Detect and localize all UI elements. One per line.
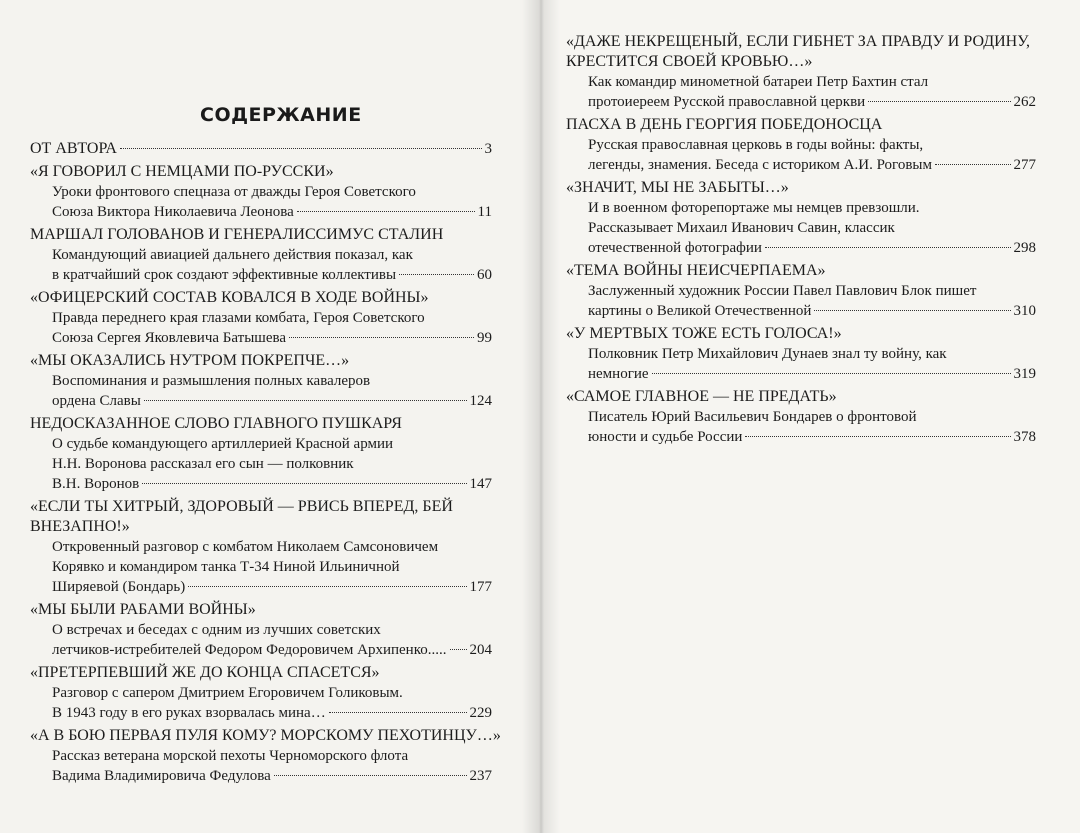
toc-entry-title: НЕДОСКАЗАННОЕ СЛОВО ГЛАВНОГО ПУШКАРЯ: [30, 415, 402, 432]
toc-entry-title: «ЕСЛИ ТЫ ХИТРЫЙ, ЗДОРОВЫЙ — РВИСЬ ВПЕРЕД, БЕЙ: [30, 498, 453, 515]
entry-description-text: легенды, знамения. Беседа с историком А.И. Роговым: [588, 157, 932, 173]
toc-entry-description: И в военном фоторепортаже мы немцев превзошли.: [588, 200, 920, 216]
toc-entry-description: [566, 301, 1036, 321]
dot-leader: [399, 274, 474, 275]
toc-entry-description: [30, 766, 492, 786]
book-gutter: [522, 0, 560, 833]
toc-entry-description: Заслуженный художник России Павел Павлович Блок пишет: [588, 283, 977, 299]
toc-entry-description: [30, 328, 492, 348]
toc-entry-description: [30, 640, 492, 660]
entry-title-text: ОТ АВТОРА: [30, 140, 117, 157]
entry-description-text: картины о Великой Отечественной: [588, 303, 812, 319]
toc-entry-description: [30, 391, 492, 411]
entry-description-text: в кратчайший срок создают эффективные коллективы: [52, 267, 397, 283]
page-number: 204: [469, 642, 492, 658]
toc-entry-title: «САМОЕ ГЛАВНОЕ — НЕ ПРЕДАТЬ»: [566, 388, 837, 405]
page-number: 277: [1013, 157, 1036, 173]
dot-leader: [142, 483, 466, 484]
toc-entry-description: Командующий авиацией дальнего действия показал, как: [52, 247, 413, 263]
dot-leader: [188, 586, 466, 587]
toc-entry-title: ПАСХА В ДЕНЬ ГЕОРГИЯ ПОБЕДОНОСЦА: [566, 116, 883, 133]
toc-entry-title: ВНЕЗАПНО!»: [30, 518, 130, 535]
dot-leader: [297, 211, 475, 212]
toc-entry: [566, 261, 1036, 321]
page-number: 99: [477, 330, 492, 346]
toc-entry-title: «МЫ БЫЛИ РАБАМИ ВОЙНЫ»: [30, 601, 256, 618]
toc-entry-description: Правда переднего края глазами комбата, Героя Советского: [52, 310, 425, 326]
dot-leader: [814, 310, 1010, 311]
toc-entry-description: [566, 238, 1036, 258]
toc-column-left: [30, 139, 501, 789]
toc-entry: [30, 663, 492, 723]
toc-entry-description: Разговор с сапером Дмитрием Егоровичем Голиковым.: [52, 685, 403, 701]
toc-entry: [30, 162, 492, 222]
toc-entry: [30, 139, 492, 159]
entry-description-text: В 1943 году в его руках взорвалась мина…: [52, 705, 326, 721]
entry-description-text: протоиереем Русской православной церкви: [588, 94, 866, 110]
toc-column-right: [566, 32, 1036, 450]
dot-leader: [144, 400, 467, 401]
toc-entry-title: «ДАЖЕ НЕКРЕЩЕНЫЙ, ЕСЛИ ГИБНЕТ ЗА ПРАВДУ И РОДИНУ,: [566, 33, 1030, 50]
toc-entry: [30, 288, 492, 348]
toc-entry-description: Писатель Юрий Васильевич Бондарев о фронтовой: [588, 409, 917, 425]
entry-description-text: Союза Виктора Николаевича Леонова: [52, 204, 294, 220]
entry-description-text: Вадима Владимировича Федулова: [52, 768, 271, 784]
toc-entry-description: [566, 155, 1036, 175]
page-number: 237: [469, 768, 492, 784]
entry-description-text: юности и судьбе России: [588, 429, 743, 445]
toc-entry: [30, 600, 492, 660]
toc-entry: [30, 497, 492, 597]
toc-entry-description: О судьбе командующего артиллерией Красной армии: [52, 436, 394, 452]
dot-leader: [120, 148, 482, 149]
page-number: 310: [1013, 303, 1036, 319]
toc-entry-title: КРЕСТИТСЯ СВОЕЙ КРОВЬЮ…»: [566, 53, 813, 70]
toc-entry-description: [30, 474, 492, 494]
toc-entry-description: Рассказывает Михаил Иванович Савин, классик: [588, 220, 895, 236]
contents-heading: СОДЕРЖАНИЕ: [200, 104, 362, 126]
toc-entry-title: [30, 139, 492, 159]
toc-entry: [30, 225, 492, 285]
toc-entry-description: Уроки фронтового спецназа от дважды Героя Советского: [52, 184, 416, 200]
toc-entry: [30, 351, 492, 411]
toc-entry-description: [566, 92, 1036, 112]
entry-description-text: Ширяевой (Бондарь): [52, 579, 186, 595]
toc-entry: [30, 414, 492, 494]
entry-description-text: Союза Сергея Яковлевича Батышева: [52, 330, 287, 346]
toc-entry-description: Русская православная церковь в годы войны: факты,: [588, 137, 924, 153]
toc-entry-title: «МЫ ОКАЗАЛИСЬ НУТРОМ ПОКРЕПЧЕ…»: [30, 352, 350, 369]
entry-description-text: немногие: [588, 366, 649, 382]
toc-entry-description: [566, 364, 1036, 384]
toc-entry-description: [30, 202, 492, 222]
entry-description-text: отечественной фотографии: [588, 240, 762, 256]
dot-leader: [868, 101, 1010, 102]
dot-leader: [329, 712, 467, 713]
dot-leader: [652, 373, 1011, 374]
page-number: 124: [469, 393, 492, 409]
toc-entry-title: МАРШАЛ ГОЛОВАНОВ И ГЕНЕРАЛИССИМУС СТАЛИН: [30, 226, 444, 243]
toc-entry-description: Полковник Петр Михайлович Дунаев знал ту войну, как: [588, 346, 947, 362]
toc-entry-description: Откровенный разговор с комбатом Николаем Самсоновичем: [52, 539, 439, 555]
page-number: 298: [1013, 240, 1036, 256]
toc-entry-description: [30, 265, 492, 285]
toc-entry-title: «Я ГОВОРИЛ С НЕМЦАМИ ПО-РУССКИ»: [30, 163, 334, 180]
toc-entry-title: «ТЕМА ВОЙНЫ НЕИСЧЕРПАЕМА»: [566, 262, 826, 279]
toc-entry-description: Корявко и командиром танка Т-34 Ниной Ильиничной: [52, 559, 400, 575]
toc-entry-description: [30, 577, 492, 597]
toc-entry-title: «ОФИЦЕРСКИЙ СОСТАВ КОВАЛСЯ В ХОДЕ ВОЙНЫ»: [30, 289, 429, 306]
dot-leader: [765, 247, 1011, 248]
page-number: 229: [469, 705, 492, 721]
dot-leader: [450, 649, 467, 650]
toc-entry: [566, 115, 1036, 175]
toc-entry-description: Рассказ ветерана морской пехоты Черноморского флота: [52, 748, 409, 764]
dot-leader: [935, 164, 1011, 165]
toc-entry-description: Н.Н. Воронова рассказал его сын — полковник: [52, 456, 354, 472]
entry-description-text: ордена Славы: [52, 393, 141, 409]
toc-entry-title: «ПРЕТЕРПЕВШИЙ ЖЕ ДО КОНЦА СПАСЕТСЯ»: [30, 664, 380, 681]
toc-entry-description: Воспоминания и размышления полных кавалеров: [52, 373, 371, 389]
toc-entry-title: «У МЕРТВЫХ ТОЖЕ ЕСТЬ ГОЛОСА!»: [566, 325, 842, 342]
page-number: 3: [484, 141, 492, 157]
page-number: 319: [1013, 366, 1036, 382]
page-number: 147: [469, 476, 492, 492]
entry-description-text: В.Н. Воронов: [52, 476, 140, 492]
toc-entry-description: [30, 703, 492, 723]
page-number: 262: [1013, 94, 1036, 110]
page-number: 60: [477, 267, 492, 283]
toc-entry-title: «ЗНАЧИТ, МЫ НЕ ЗАБЫТЫ…»: [566, 179, 789, 196]
toc-entry: [566, 178, 1036, 258]
toc-entry: [566, 324, 1036, 384]
dot-leader: [745, 436, 1010, 437]
toc-entry-description: О встречах и беседах с одним из лучших советских: [52, 622, 381, 638]
toc-entry: [566, 387, 1036, 447]
dot-leader: [289, 337, 474, 338]
entry-description-text: летчиков-истребителей Федором Федоровичем Архипенко.....: [52, 642, 447, 658]
page-number: 378: [1013, 429, 1036, 445]
toc-entry-title: «А В БОЮ ПЕРВАЯ ПУЛЯ КОМУ? МОРСКОМУ ПЕХОТИНЦУ…»: [30, 727, 501, 744]
toc-entry-description: [566, 427, 1036, 447]
dot-leader: [274, 775, 467, 776]
page-number: 177: [469, 579, 492, 595]
toc-entry: [566, 32, 1036, 112]
toc-entry: [30, 726, 501, 786]
page-number: 11: [477, 204, 492, 220]
toc-entry-description: Как командир минометной батареи Петр Бахтин стал: [588, 74, 929, 90]
